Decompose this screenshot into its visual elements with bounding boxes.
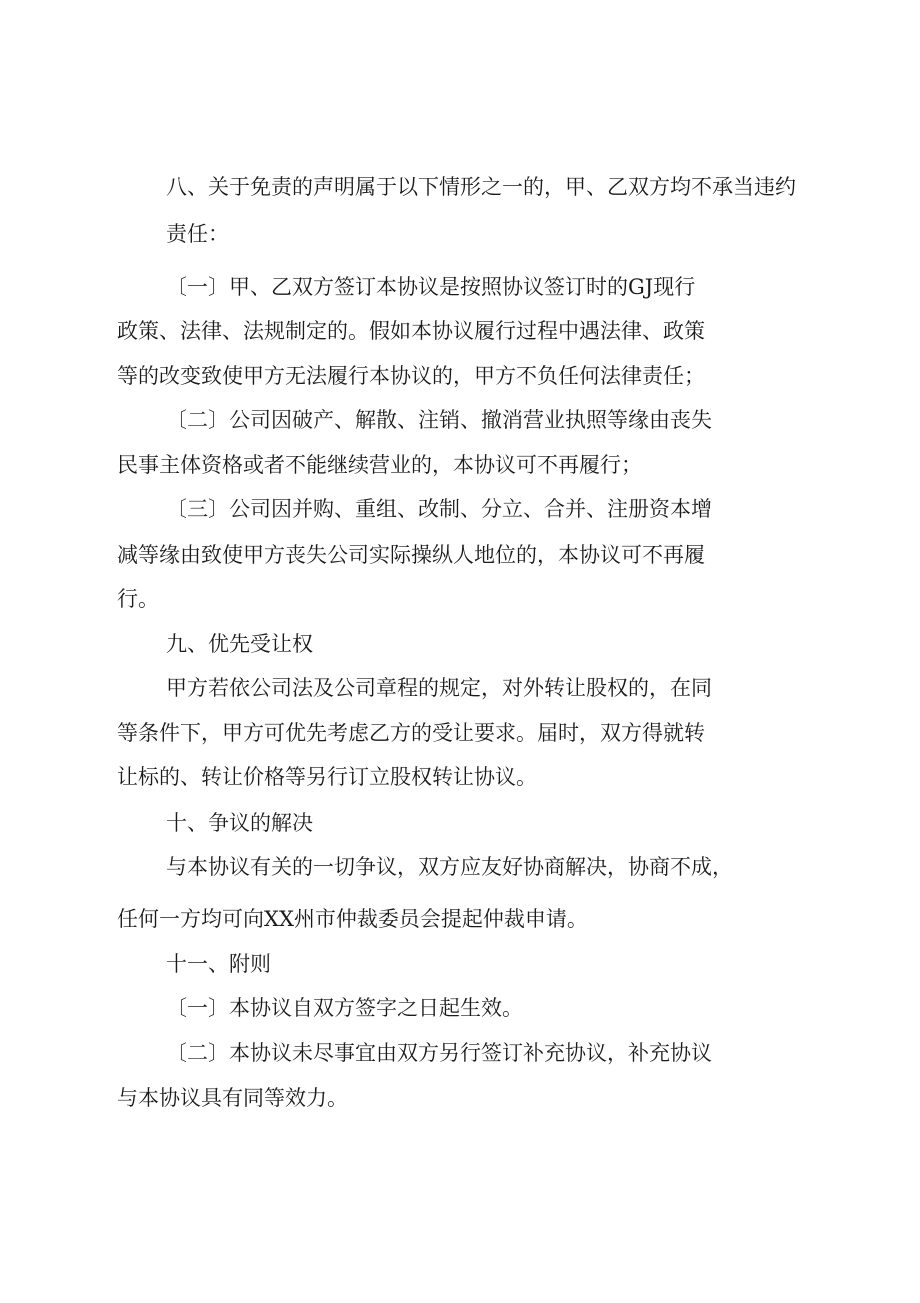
clause-8-1-line-3: 等的改变致使甲方无法履行本协议的，甲方不负任何法律责任； — [117, 364, 705, 388]
section-10-body-line-2: 任何一方均可向XX州市仲裁委员会提起仲裁申请。 — [117, 907, 588, 931]
clause-11-2-line-1: 〔二〕本协议未尽事宜由双方另行签订补充协议，补充协议 — [166, 1041, 712, 1065]
clause-11-2-line-2: 与本协议具有同等效力。 — [117, 1086, 348, 1110]
clause-8-3-line-2: 减等缘由致使甲方丧失公司实际操纵人地位的，本协议可不再履 — [117, 543, 705, 567]
section-9-body-line-2: 等条件下，甲方可优先考虑乙方的受让要求。届时，双方得就转 — [117, 721, 705, 745]
section-10-body-line-1: 与本协议有关的一切争议，双方应友好协商解决，协商不成， — [166, 855, 733, 879]
section-8-heading-line-2: 责任： — [166, 222, 229, 246]
clause-8-1-line-1: 〔一〕甲、乙双方签订本协议是按照协议签订时的GJ现行 — [166, 275, 696, 299]
section-8-heading-line-1: 八、关于免责的声明属于以下情形之一的，甲、乙双方均不承当违约 — [166, 175, 796, 199]
section-9-body-line-3: 让标的、转让价格等另行订立股权转让协议。 — [117, 765, 537, 789]
section-9-heading: 九、优先受让权 — [166, 632, 313, 656]
section-11-heading: 十一、附则 — [166, 952, 271, 976]
section-9-body-line-1: 甲方若依公司法及公司章程的规定，对外转让股权的，在同 — [166, 676, 712, 700]
section-10-heading: 十、争议的解决 — [166, 811, 313, 835]
clause-8-3-line-1: 〔三〕公司因并购、重组、改制、分立、合并、注册资本增 — [166, 497, 712, 521]
clause-8-2-line-2: 民事主体资格或者不能继续营业的，本协议可不再履行； — [117, 453, 642, 477]
clause-8-2-line-1: 〔二〕公司因破产、解散、注销、撤消营业执照等缘由丧失 — [166, 408, 712, 432]
clause-8-3-line-3: 行。 — [117, 587, 159, 611]
clause-11-1: 〔一〕本协议自双方签字之日起生效。 — [166, 996, 523, 1020]
clause-8-1-line-2: 政策、法律、法规制定的。假如本协议履行过程中遇法律、政策 — [117, 319, 705, 343]
